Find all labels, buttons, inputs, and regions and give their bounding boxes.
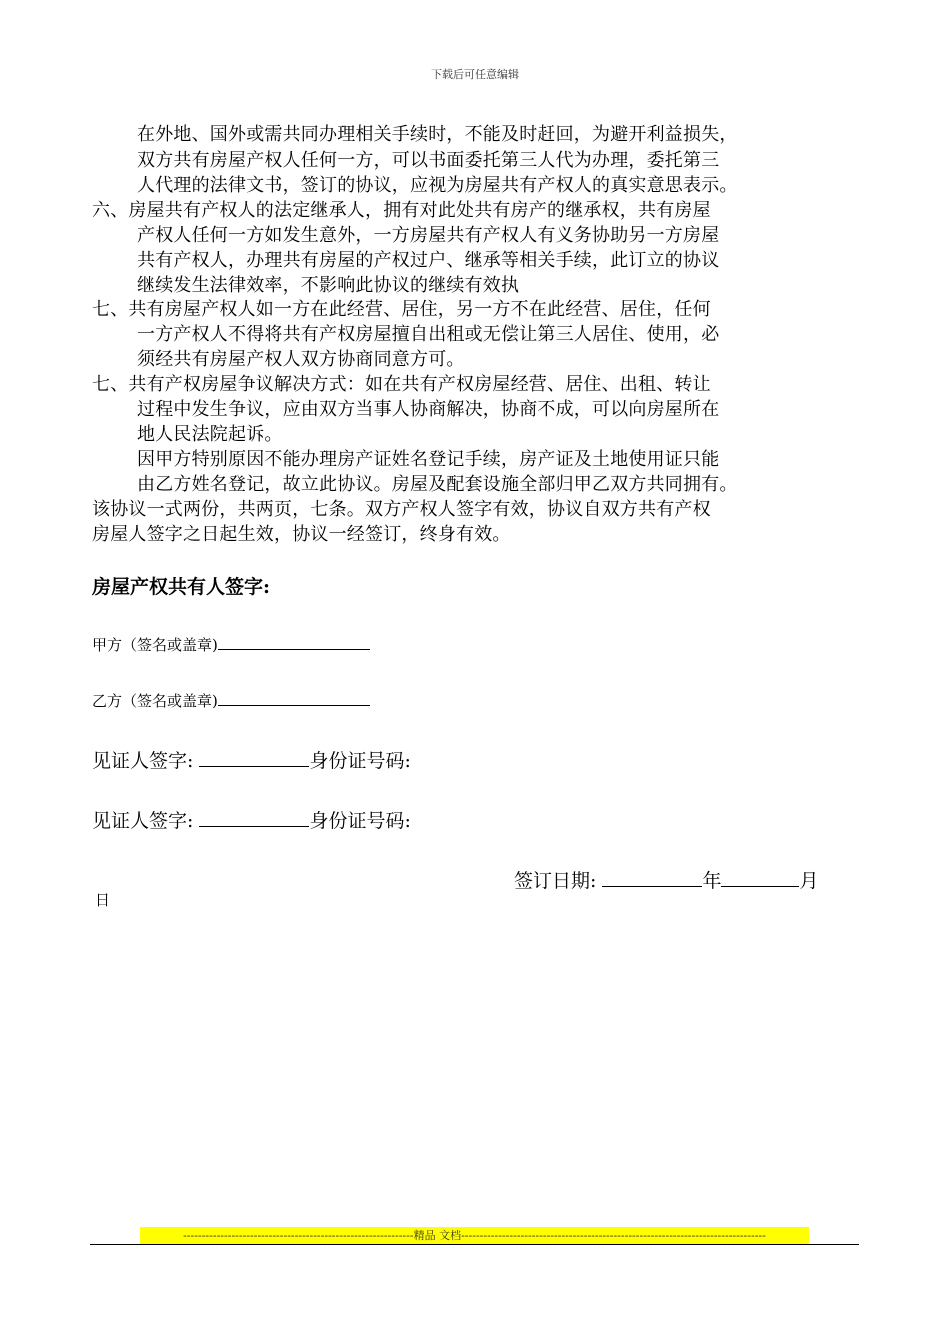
signing-date-label: 签订日期:: [514, 870, 597, 892]
witness-label: 见证人签字:: [92, 810, 194, 832]
footer-banner: [140, 1227, 809, 1244]
witness-1-signature-field[interactable]: [199, 750, 309, 767]
footer-rule: [90, 1244, 859, 1245]
clause-seven-dispute: 七、共有产权房屋争议解决方式：如在共有产权房屋经营、居住、出租、转让: [92, 374, 711, 395]
year-field[interactable]: [602, 870, 702, 887]
body-line: 因甲方特别原因不能办理房产证姓名登记手续，房产证及土地使用证只能: [137, 449, 720, 470]
body-line: 一方产权人不得将共有产权房屋擅自出租或无偿让第三人居住、使用，必: [137, 324, 720, 345]
body-line: 地人民法院起诉。: [137, 424, 283, 445]
id-number-label: 身份证号码:: [309, 810, 411, 832]
body-line: 过程中发生争议，应由双方当事人协商解决，协商不成，可以向房屋所在: [137, 399, 720, 420]
clause-six: 六、房屋共有产权人的法定继承人，拥有对此处共有房产的继承权，共有房屋: [92, 200, 711, 221]
witness-1-row: [92, 746, 411, 773]
body-line: 双方共有房屋产权人任何一方，可以书面委托第三人代为办理，委托第三: [137, 150, 720, 171]
month-label: 月: [799, 870, 819, 892]
body-line: 人代理的法律文书，签订的协议，应视为房屋共有产权人的真实意思表示。: [137, 175, 738, 196]
witness-label: 见证人签字:: [92, 750, 194, 772]
footer-dashes-left: --------------------------------------------------------------: [183, 1229, 414, 1242]
party-b-signature-field[interactable]: [218, 691, 370, 706]
month-field[interactable]: [721, 870, 799, 887]
witness-2-row: [92, 806, 411, 833]
page-header: 下载后可任意编辑: [431, 68, 519, 81]
id-number-label: 身份证号码:: [309, 750, 411, 772]
clause-seven: 七、共有房屋产权人如一方在此经营、居住，另一方不在此经营、居住，任何: [92, 299, 711, 320]
body-line: 须经共有房屋产权人双方协商同意方可。: [137, 349, 465, 370]
witness-2-signature-field[interactable]: [199, 810, 309, 827]
body-line: 房屋人签字之日起生效，协议一经签订，终身有效。: [92, 524, 511, 545]
body-line: 共有产权人，办理共有房屋的产权过户、继承等相关手续，此订立的协议: [137, 250, 720, 271]
party-a-signature: [92, 634, 370, 655]
body-line: 产权人任何一方如发生意外，一方房屋共有产权人有义务协助另一方房屋: [137, 225, 720, 246]
footer-text: 精品 文档: [413, 1229, 462, 1242]
party-a-label: 甲方（签名或盖章): [92, 636, 218, 654]
party-a-signature-field[interactable]: [218, 635, 370, 650]
body-line: 在外地、国外或需共同办理相关手续时，不能及时赶回，为避开利益损失，: [137, 124, 738, 145]
body-line: 继续发生法律效率，不影响此协议的继续有效执: [137, 275, 520, 296]
body-line: 该协议一式两份，共两页，七条。双方产权人签字有效，协议自双方共有产权: [92, 499, 711, 520]
year-label: 年: [702, 870, 722, 892]
body-line: 由乙方姓名登记，故立此协议。房屋及配套设施全部归甲乙双方共同拥有。: [137, 474, 738, 495]
signature-section-title: 房屋产权共有人签字:: [92, 576, 271, 598]
signing-date-row: [514, 866, 818, 893]
party-b-label: 乙方（签名或盖章): [92, 692, 218, 710]
party-b-signature: [92, 690, 370, 711]
day-label: 日: [95, 891, 111, 909]
footer-dashes-right: ----------------------------------------------------------------------------------: [461, 1229, 766, 1242]
